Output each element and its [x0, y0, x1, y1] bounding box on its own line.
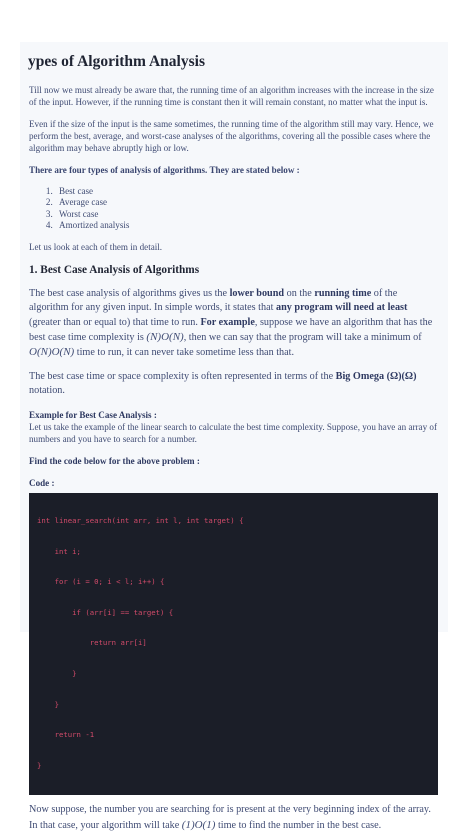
list-item: 2. Average case — [55, 197, 438, 208]
code-line: if (arr[i] == target) { — [37, 607, 174, 617]
document-page — [20, 42, 448, 831]
code-line: return arr[i] — [37, 638, 147, 648]
bold-need-at-least: any program will need at least — [276, 302, 408, 314]
page-title: ypes of Algorithm Analysis — [28, 53, 205, 70]
code-line: return -1 — [37, 730, 95, 740]
text-run: , then we can say that the program will take a minimum of — [183, 331, 422, 343]
detail-paragraph: Let us look at each of them in detail. — [29, 242, 163, 253]
bold-big-omega: Big Omega (Ω)(Ω) — [335, 371, 417, 383]
section-heading-best-case: 1. Best Case Analysis of Algorithms — [29, 264, 200, 277]
math-complexity: (N)O(N) — [146, 330, 184, 343]
text-run: of the algorithm for any given input. In simple words, it states that — [29, 288, 398, 314]
best-case-paragraph — [29, 287, 438, 360]
list-item: 1. Best case — [55, 186, 438, 197]
text-run: The best case analysis of algorithms gives us the — [29, 288, 230, 300]
text-run: , suppose we have an algorithm that has the best case time complexity is — [29, 316, 433, 343]
text-run: notation. — [29, 385, 65, 397]
text-run: time to find the number in the best case. — [215, 819, 382, 831]
code-line: } — [37, 699, 59, 709]
analysis-types-list — [29, 186, 438, 231]
text-run: (greater than or equal to) that time to run. — [29, 316, 201, 328]
code-block — [29, 493, 438, 796]
example-heading: Example for Best Case Analysis : — [29, 409, 157, 420]
variance-paragraph: Even if the size of the input is the same sometimes, the running time of the algorithm still may vary. Hence, we perform the best, average, and worst-case analyses of the algorithms, covering all the possible cases where the algorithm may behave abruptly high or low. — [29, 119, 434, 153]
code-line: } — [37, 668, 77, 678]
code-line: for (i = 0; i < l; i++) { — [37, 577, 165, 587]
bold-for-example: For example — [200, 316, 255, 328]
big-omega-paragraph — [29, 370, 438, 398]
bold-lower-bound: lower bound — [229, 288, 285, 300]
list-item: 4. Amortized analysis — [55, 220, 438, 231]
code-line: int linear_search(int arr, int l, int target) { — [37, 516, 244, 526]
code-line: int i; — [37, 546, 81, 556]
best-case-conclusion-paragraph — [29, 803, 438, 832]
code-line: } — [37, 760, 42, 770]
text-run: on the — [284, 288, 315, 300]
intro-paragraph: Till now we must already be aware that, the running time of an algorithm increases with the increase in the size of the input. However, if the running time is constant then it will remain constant, no matter what the input is. — [29, 85, 434, 107]
math-complexity: (1)O(1) — [181, 818, 216, 831]
types-lead: There are four types of analysis of algorithms. They are stated below : — [29, 165, 300, 175]
find-code-heading: Find the code below for the above problem : — [29, 455, 200, 466]
example-paragraph: Let us take the example of the linear search to calculate the best time complexity. Suppose, you have an array of numbers and you have to search for a number. — [29, 421, 437, 444]
text-run: The best case time or space complexity is often represented in terms of the — [29, 371, 336, 383]
math-complexity: O(N)O(N) — [29, 346, 75, 358]
code-label: Code : — [29, 477, 55, 488]
text-run: Now suppose, the number you are searching for is present at the very beginning index of the array. In that case, your algorithm will take — [29, 804, 431, 831]
text-run: time to run, it can never take sometime less than that. — [74, 347, 295, 358]
bold-running-time: running time — [314, 288, 372, 300]
list-item: 3. Worst case — [55, 209, 438, 220]
